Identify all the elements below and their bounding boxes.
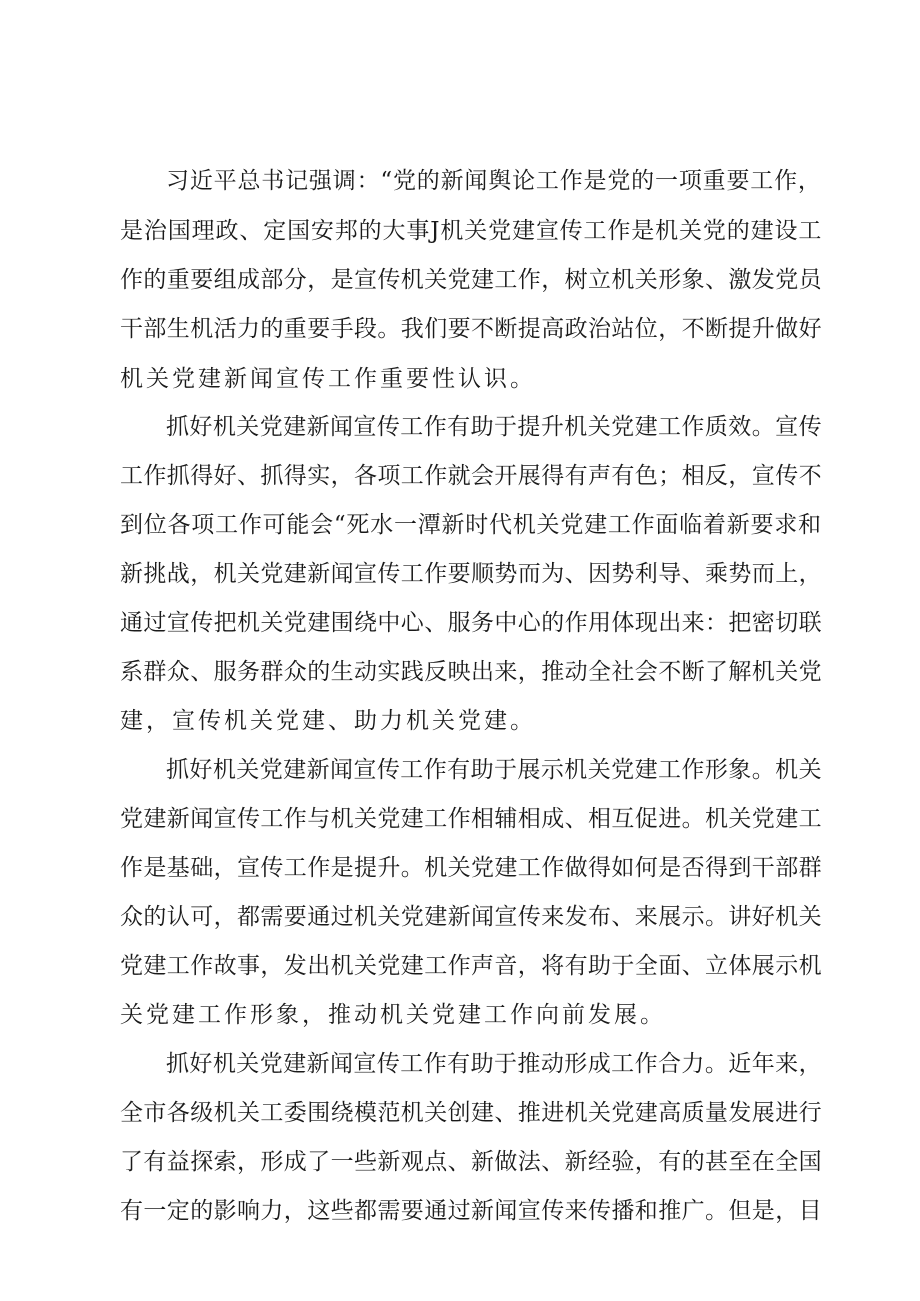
paragraph-3-line-2: 党建新闻宣传工作与机关党建工作相辅相成、相互促进。机关党建工: [120, 806, 822, 832]
paragraph-3-line-5: 党建工作故事，发出机关党建工作声音，将有助于全面、立体展示机: [120, 953, 822, 979]
paragraph-3-line-1: 抓好机关党建新闻宣传工作有助于展示机关党建工作形象。机关: [166, 757, 822, 783]
paragraph-1-line-2: 是治国理政、定国安邦的大事J机关党建宣传工作是机关党的建设工: [120, 218, 823, 244]
paragraph-2-line-7: 建，宣传机关党建、助力机关党建。: [120, 708, 536, 734]
paragraph-2-line-4: 新挑战，机关党建新闻宣传工作要顺势而为、因势利导、乘势而上，: [120, 561, 822, 587]
paragraph-2-line-6: 系群众、服务群众的生动实践反映出来，推动全社会不断了解机关党: [120, 659, 822, 685]
paragraph-1-line-5: 机关党建新闻宣传工作重要性认识。: [120, 366, 536, 392]
paragraph-2-line-5: 通过宣传把机关党建围绕中心、服务中心的作用体现出来：把密切联: [120, 610, 822, 636]
paragraph-1-line-3: 作的重要组成部分，是宣传机关党建工作，树立机关形象、激发党员: [120, 267, 822, 293]
paragraph-2-line-2: 工作抓得好、抓得实，各项工作就会开展得有声有色；相反，宣传不: [120, 463, 822, 489]
paragraph-1-line-1: 习近平总书记强调：“党的新闻舆论工作是党的一项重要工作，: [166, 168, 822, 194]
paragraph-1-line-4: 干部生机活力的重要手段。我们要不断提高政治站位，不断提升做好: [120, 316, 822, 342]
paragraph-4-line-4: 有一定的影响力，这些都需要通过新闻宣传来传播和推广。但是，目: [120, 1198, 822, 1224]
paragraph-3-line-3: 作是基础，宣传工作是提升。机关党建工作做得如何是否得到干部群: [120, 855, 822, 881]
paragraph-4-line-3: 了有益探索，形成了一些新观点、新做法、新经验，有的甚至在全国: [120, 1149, 822, 1175]
paragraph-3-line-4: 众的认可，都需要通过机关党建新闻宣传来发布、来展示。讲好机关: [120, 904, 822, 930]
paragraph-2-line-1: 抓好机关党建新闻宣传工作有助于提升机关党建工作质效。宣传: [166, 414, 822, 440]
paragraph-4-line-1: 抓好机关党建新闻宣传工作有助于推动形成工作合力。近年来，: [166, 1051, 822, 1077]
paragraph-4-line-2: 全市各级机关工委围绕模范机关创建、推进机关党建高质量发展进行: [120, 1100, 822, 1126]
paragraph-3-line-6: 关党建工作形象，推动机关党建工作向前发展。: [120, 1002, 666, 1028]
paragraph-2-line-3: 到位各项工作可能会“死水一潭新时代机关党建工作面临着新要求和: [120, 512, 822, 538]
